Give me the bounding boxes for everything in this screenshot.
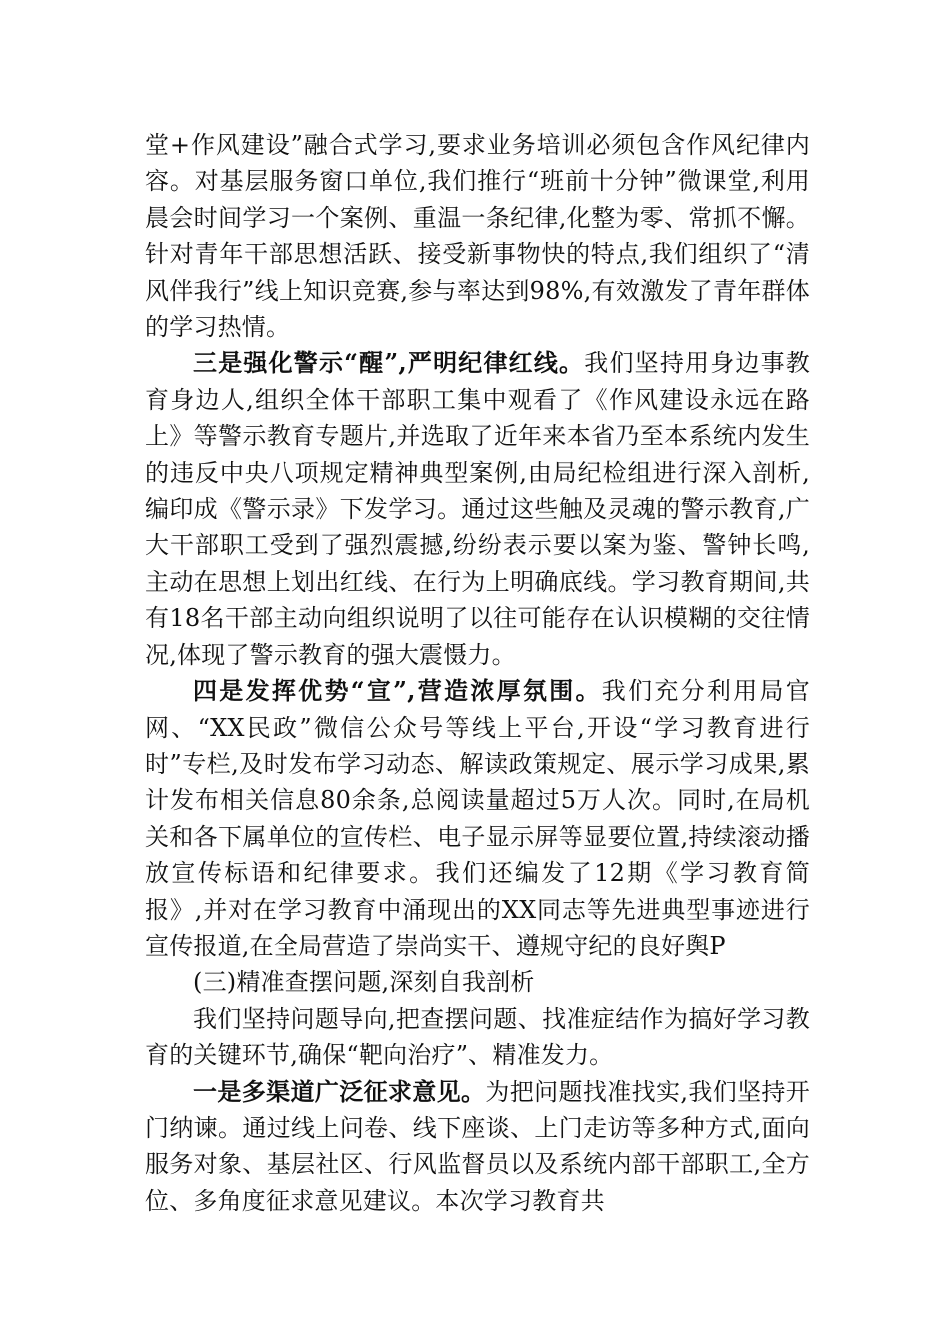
paragraph-text: 我们坚持问题导向,把查摆问题、找准症结作为搞好学习教育的关键环节,确保“靶向治疗”、精准发力。 [145,1004,810,1070]
document-body [145,127,810,1219]
paragraph-publicity [145,673,810,964]
paragraph-heading: 三是强化警示“醒”,严明纪律红线。 [193,348,585,378]
paragraph-solicit-opinions [145,1074,810,1220]
section-heading-text: (三)精准查摆问题,深刻自我剖析 [193,968,535,997]
paragraph-heading: 一是多渠道广泛征求意见。 [193,1076,486,1106]
paragraph-text: 为把问题找准找实,我们坚持开门纳谏。通过线上问卷、线下座谈、上门走访等多种方式,面向服务对象、基层社区、行风监督员以及系统内部干部职工,全方位、多角度征求意见建议。本次学习教育共 [145,1077,810,1215]
paragraph-text: 堂+作风建设”融合式学习,要求业务培训必须包含作风纪律内容。对基层服务窗口单位,我们推行“班前十分钟”微课堂,利用晨会时间学习一个案例、重温一条纪律,化整为零、常抓不懈。针对青年干部思想活跃、接受新事物快的特点,我们组织了“清风伴我行”线上知识竞赛,参与率达到98%,有效激发了青年群体的学习热情。 [145,131,810,342]
paragraph-warning-education [145,345,810,673]
paragraph-problem-orientation [145,1001,810,1074]
paragraph-heading: 四是发挥优势“宣”,营造浓厚氛围。 [193,676,602,706]
paragraph-intro-continued [145,127,810,345]
section-heading [145,964,810,1000]
paragraph-text: 我们充分利用局官网、“XX民政”微信公众号等线上平台,开设“学习教育进行时”专栏,及时发布学习动态、解读政策规定、展示学习成果,累计发布相关信息80余条,总阅读量超过5万人次。同时,在局机关和各下属单位的宣传栏、电子显示屏等显要位置,持续滚动播放宣传标语和纪律要求。我们还编发了12期《学习教育简报》,并对在学习教育中涌现出的XX同志等先进典型事迹进行宣传报道,在全局营造了崇尚实干、遵规守纪的良好舆P [145,677,810,960]
paragraph-text: 我们坚持用身边事教育身边人,组织全体干部职工集中观看了《作风建设永远在路上》等警示教育专题片,并选取了近年来本省乃至本系统内发生的违反中央八项规定精神典型案例,由局纪检组进行深入剖析,编印成《警示录》下发学习。通过这些触及灵魂的警示教育,广大干部职工受到了强烈震撼,纷纷表示要以案为鉴、警钟长鸣,主动在思想上划出红线、在行为上明确底线。学习教育期间,共有18名干部主动向组织说明了以往可能存在认识模糊的交往情况,体现了警示教育的强大震慑力。 [145,349,810,669]
